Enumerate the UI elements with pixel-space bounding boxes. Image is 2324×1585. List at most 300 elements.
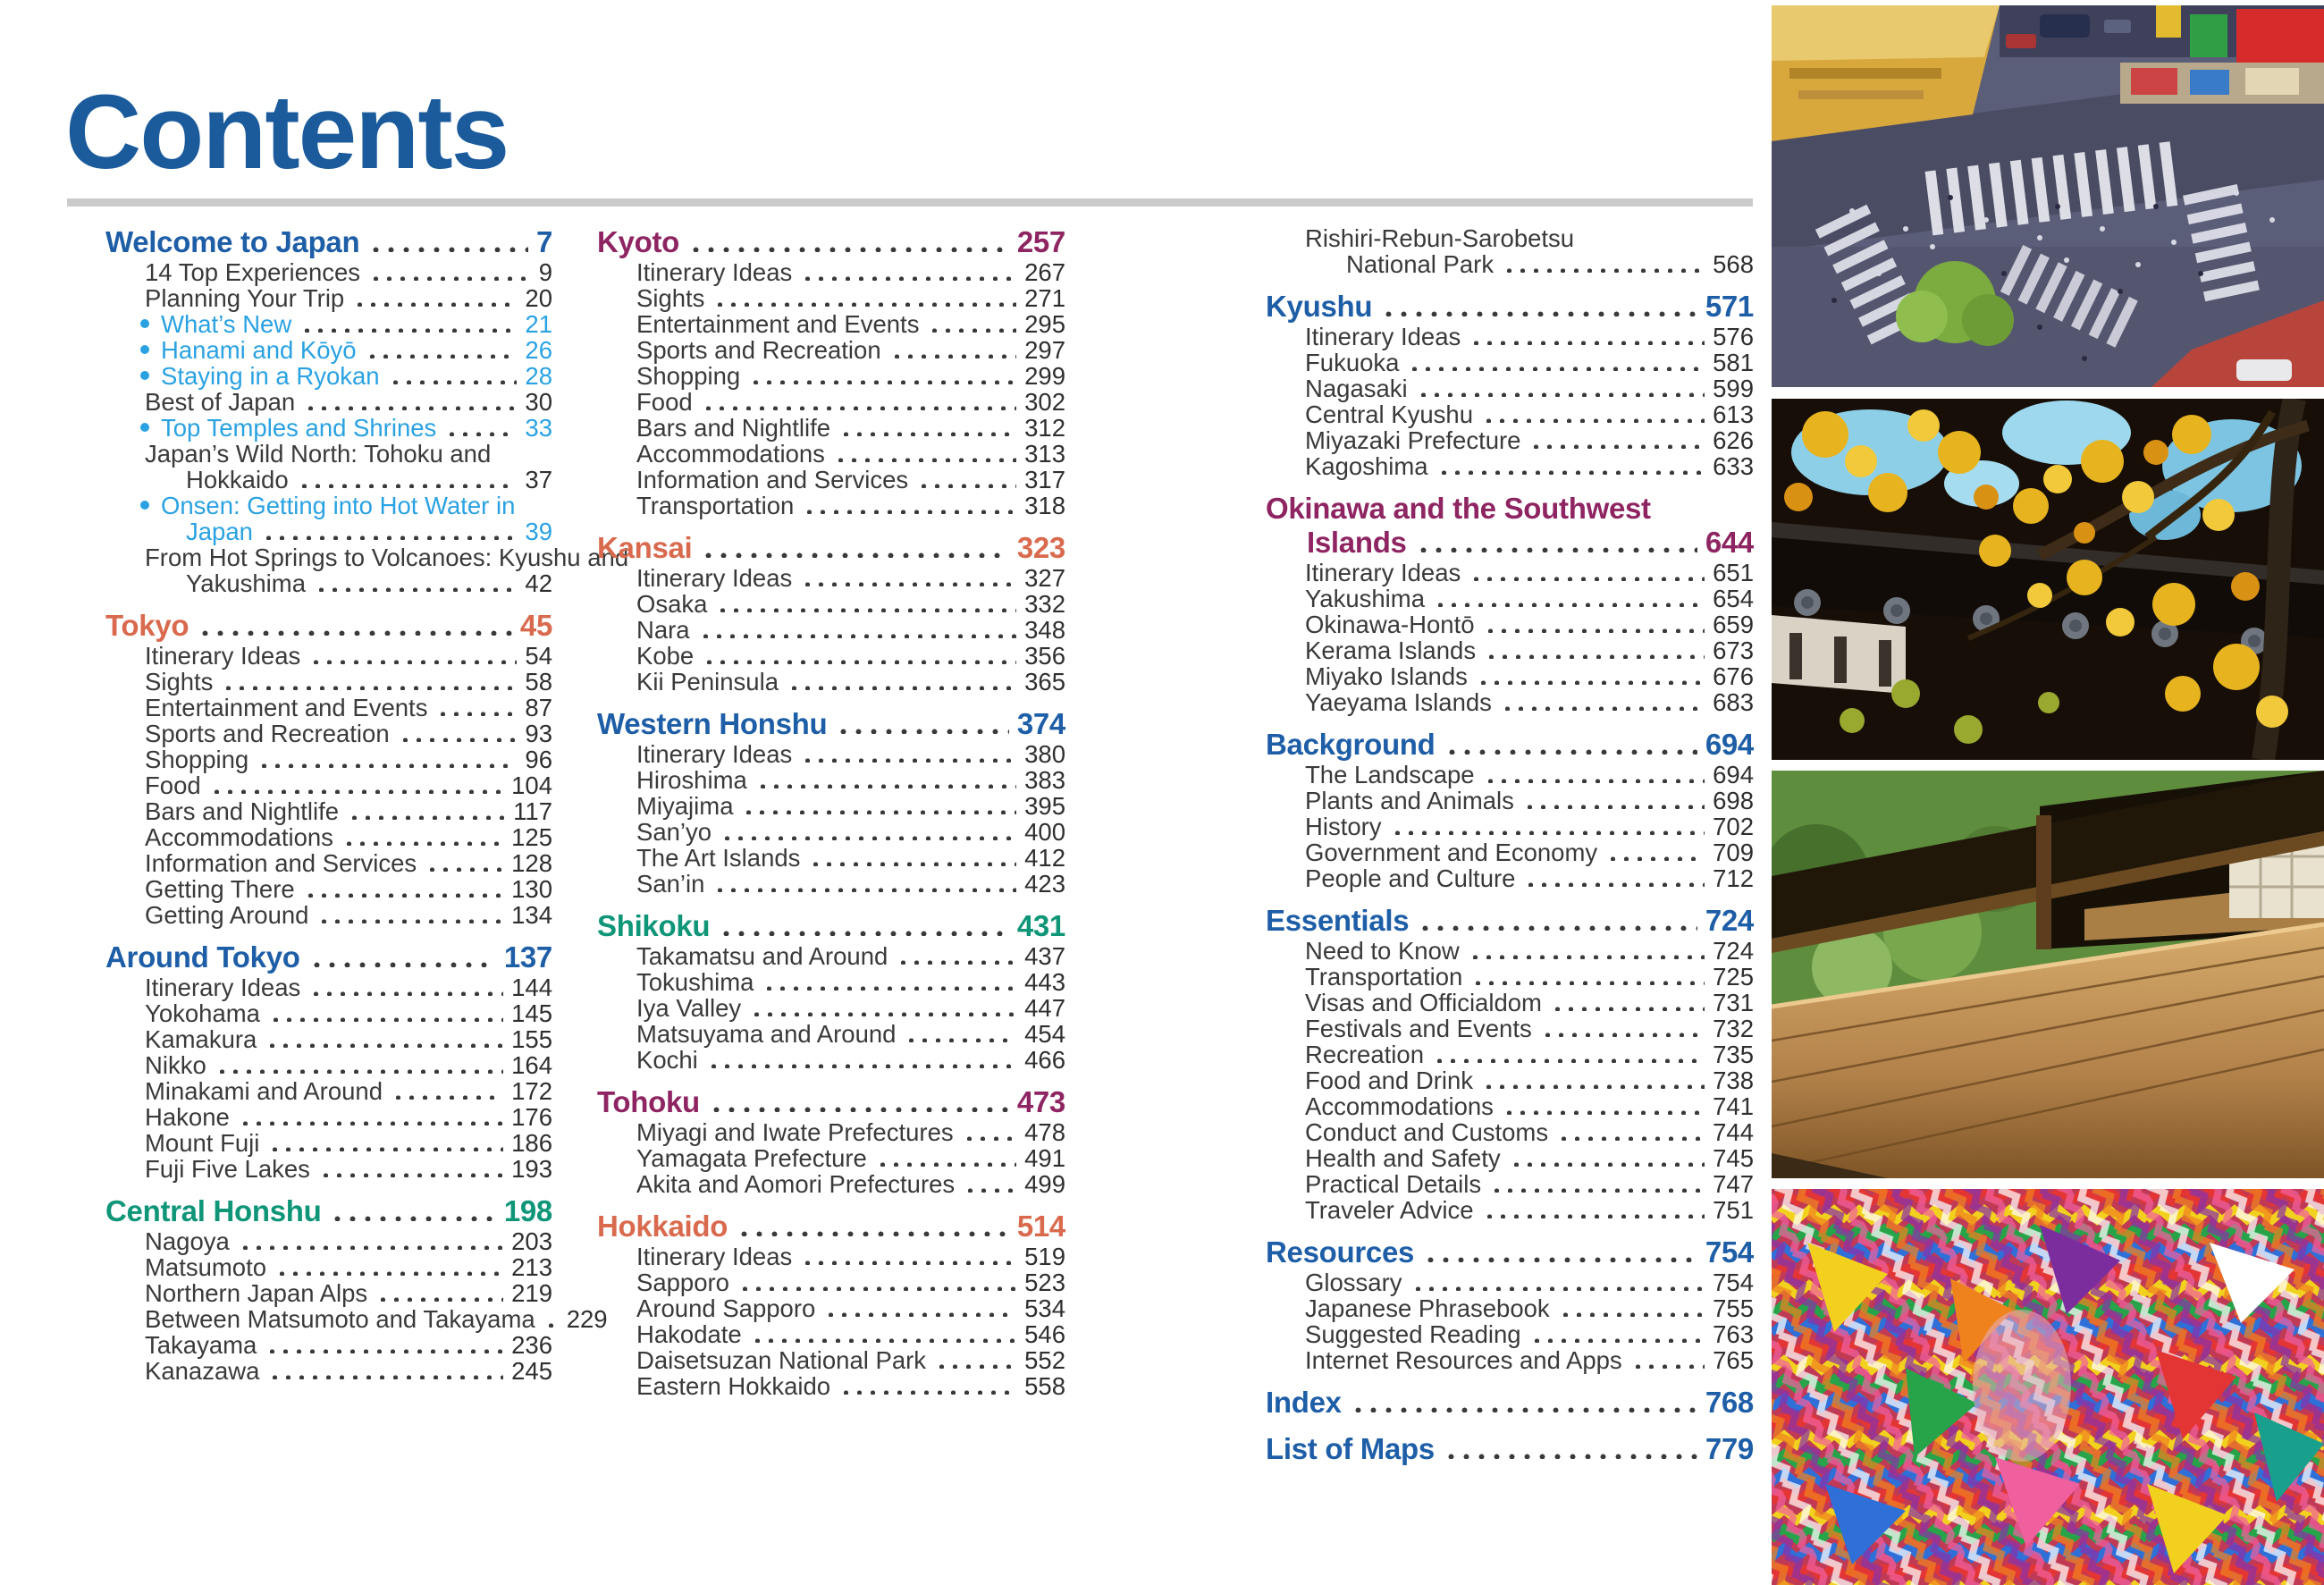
leader-dots <box>307 961 496 967</box>
toc-entry-label: Western Honshu <box>597 707 828 740</box>
toc-page-number: 724 <box>1713 937 1754 965</box>
leader-dots <box>1443 748 1697 755</box>
toc-entry <box>105 467 552 493</box>
toc-entry-label: Kanazawa <box>145 1357 260 1385</box>
toc-entry <box>597 969 1065 995</box>
leader-dots <box>701 659 1016 664</box>
toc-page-number: 96 <box>525 746 552 773</box>
leader-dots <box>351 301 517 307</box>
toc-entry-label: Takamatsu and Around <box>636 942 888 970</box>
toc-page-number: 694 <box>1705 728 1754 761</box>
toc-page-number: 423 <box>1024 870 1065 898</box>
toc-entry-label: Sights <box>636 284 705 312</box>
toc-section-continued <box>1266 225 1754 277</box>
leader-dots <box>302 892 503 898</box>
toc-entry-label: What’s New <box>161 310 292 338</box>
toc-entry <box>105 824 552 850</box>
toc-page-number: 400 <box>1024 818 1065 846</box>
leader-dots <box>1501 1109 1705 1115</box>
toc-entry <box>105 518 552 544</box>
toc-entry-label: Kerama Islands <box>1305 637 1477 664</box>
toc-entry <box>1266 762 1754 788</box>
toc-page-number: 676 <box>1713 662 1754 690</box>
toc-entry <box>105 798 552 824</box>
leader-dots <box>302 405 517 410</box>
toc-entry-label: Nara <box>636 616 690 644</box>
toc-entry-label: Kagoshima <box>1305 452 1428 480</box>
toc-entry-label: Shopping <box>636 362 741 390</box>
toc-entry-label: Onsen: Getting into Hot Water in <box>161 492 516 519</box>
toc-page-number: 673 <box>1713 637 1754 664</box>
toc-page-number: 755 <box>1713 1294 1754 1322</box>
toc-page-number: 709 <box>1713 839 1754 866</box>
toc-section-heading <box>105 609 552 643</box>
toc-page-number: 374 <box>1016 707 1065 740</box>
leader-dots <box>717 930 1009 936</box>
toc-entry <box>1266 1067 1754 1093</box>
toc-section-heading <box>1266 492 1754 526</box>
toc-entry <box>1266 964 1754 990</box>
toc-entry <box>597 1119 1065 1145</box>
toc-entry-label: Itinerary Ideas <box>636 1243 793 1270</box>
toc-entry <box>105 1130 552 1156</box>
leader-dots <box>933 1363 1016 1369</box>
toc-entry <box>597 943 1065 969</box>
toc-entry <box>105 493 552 518</box>
toc-column-1 <box>105 225 629 1385</box>
leader-dots <box>799 1260 1016 1265</box>
toc-page-number: 203 <box>511 1227 552 1255</box>
toc-page-number: 39 <box>525 518 552 545</box>
photo-shibuya-crossing-aerial <box>1772 5 2324 387</box>
toc-entry-label: Central Kyushu <box>1305 400 1474 428</box>
toc-column-3 <box>1266 225 1754 1466</box>
toc-page-number: 735 <box>1713 1041 1754 1068</box>
toc-entry <box>105 389 552 415</box>
toc-page-number: 312 <box>1024 414 1065 442</box>
toc-section <box>1266 1235 1754 1373</box>
toc-entry-label: Yamagata Prefecture <box>636 1144 867 1172</box>
toc-entry <box>597 643 1065 669</box>
toc-entry-label: From Hot Springs to Volcanoes: Kyushu and <box>145 544 629 571</box>
leader-dots <box>807 861 1016 866</box>
toc-page-number: 87 <box>525 694 552 721</box>
toc-page-number: 731 <box>1713 989 1754 1016</box>
toc-page-number: 134 <box>511 901 552 929</box>
toc-page-number: 380 <box>1024 740 1065 768</box>
toc-entry <box>105 1052 552 1078</box>
toc-page-number: 724 <box>1705 904 1754 937</box>
toc-entry-label: Yaeyama Islands <box>1305 688 1492 716</box>
toc-section <box>1266 1386 1754 1420</box>
toc-page-number: 683 <box>1713 688 1754 716</box>
toc-entry-label: Itinerary Ideas <box>636 740 793 768</box>
bullet-icon <box>140 371 149 380</box>
leader-dots <box>714 607 1016 612</box>
toc-entry-label: Around Tokyo <box>105 940 300 974</box>
toc-entry-label: Bars and Nightlife <box>636 414 831 442</box>
leader-dots <box>761 985 1016 991</box>
toc-section <box>105 940 552 1182</box>
toc-page-number: 725 <box>1713 963 1754 991</box>
leader-dots <box>1482 628 1705 633</box>
leader-dots <box>1499 705 1705 711</box>
toc-entry <box>1266 1269 1754 1295</box>
toc-entry <box>1266 814 1754 839</box>
toc-page-number: 125 <box>511 823 552 851</box>
toc-page-number: 28 <box>525 362 552 390</box>
toc-entry <box>105 415 552 441</box>
toc-entry <box>105 695 552 721</box>
leader-dots <box>1379 310 1697 316</box>
toc-entry-label: Nagoya <box>145 1227 230 1255</box>
toc-entry-label: Accommodations <box>636 440 825 468</box>
toc-entry-label: Accommodations <box>145 823 333 851</box>
toc-entry-label: Practical Details <box>1305 1170 1482 1198</box>
toc-entry <box>1266 1093 1754 1119</box>
toc-entry-label: Index <box>1266 1386 1342 1419</box>
leader-dots <box>237 1120 503 1126</box>
toc-entry-label: Sapporo <box>636 1269 729 1296</box>
toc-entry <box>597 1145 1065 1171</box>
toc-entry-label: Miyajima <box>636 792 734 820</box>
leader-dots <box>1468 576 1705 581</box>
toc-section <box>105 609 552 928</box>
toc-section-heading <box>105 1194 552 1228</box>
toc-page-number: 7 <box>535 225 552 258</box>
toc-entry <box>597 767 1065 793</box>
toc-page-number: 443 <box>1024 968 1065 996</box>
toc-page-number: 327 <box>1024 564 1065 592</box>
toc-page-number: 26 <box>525 336 552 364</box>
toc-entry <box>1266 865 1754 891</box>
toc-entry <box>105 1280 552 1306</box>
toc-entry <box>1266 663 1754 689</box>
leader-dots <box>740 809 1016 814</box>
leader-dots <box>712 887 1016 892</box>
toc-entry <box>1266 1145 1754 1171</box>
toc-entry <box>597 1171 1065 1197</box>
leader-dots <box>832 457 1016 462</box>
toc-entry <box>597 1347 1065 1373</box>
toc-entry-label: The Landscape <box>1305 761 1475 788</box>
toc-page-number: 546 <box>1024 1320 1065 1348</box>
toc-entry-label: Osaka <box>636 590 708 618</box>
toc-entry <box>1266 689 1754 715</box>
toc-entry-label: Eastern Hokkaido <box>636 1372 831 1400</box>
toc-page-number: 568 <box>1713 250 1754 278</box>
toc-entry <box>1266 938 1754 964</box>
leader-dots <box>1467 954 1705 959</box>
toc-page-number: 297 <box>1024 336 1065 364</box>
toc-entry-label: Itinerary Ideas <box>1305 559 1461 586</box>
leader-dots <box>443 431 517 436</box>
toc-section <box>597 1085 1065 1197</box>
toc-entry <box>105 721 552 746</box>
toc-page-number: 137 <box>503 940 552 974</box>
leader-dots <box>799 757 1016 763</box>
toc-page-number: 30 <box>525 388 552 416</box>
toc-entry <box>1266 1016 1754 1041</box>
toc-entry <box>105 876 552 902</box>
toc-page-number: 9 <box>538 258 552 286</box>
leader-dots <box>888 353 1016 358</box>
toc-entry <box>1266 453 1754 479</box>
toc-entry-label: People and Culture <box>1305 864 1516 892</box>
leader-dots <box>1528 1337 1705 1343</box>
toc-entry <box>597 591 1065 617</box>
leader-dots <box>220 685 517 690</box>
paper-cranes-illustration <box>1772 1189 2324 1585</box>
toc-entry <box>597 1295 1065 1321</box>
toc-page-number: 732 <box>1713 1015 1754 1042</box>
leader-dots <box>747 379 1016 384</box>
leader-dots <box>266 1374 503 1379</box>
leader-dots <box>1414 546 1697 552</box>
toc-entry-label: Islands <box>1307 526 1407 559</box>
toc-entry <box>1266 1347 1754 1373</box>
toc-page-number: 45 <box>519 609 552 642</box>
leader-dots <box>214 1068 503 1074</box>
leader-dots <box>962 1187 1016 1193</box>
leader-dots <box>346 814 505 820</box>
toc-entry-label: Nagasaki <box>1305 375 1408 402</box>
toc-section <box>1266 290 1754 479</box>
toc-page-number: 155 <box>511 1025 552 1053</box>
toc-entry <box>1266 990 1754 1016</box>
toc-page-number: 747 <box>1713 1170 1754 1198</box>
toc-entry <box>597 415 1065 441</box>
toc-page-number: 198 <box>503 1194 552 1227</box>
page-title: Contents <box>65 73 509 191</box>
toc-page-number: 229 <box>566 1305 608 1333</box>
leader-dots <box>367 275 531 281</box>
toc-page-number: 763 <box>1713 1320 1754 1348</box>
leader-dots <box>328 1215 495 1221</box>
toc-entry-label: Staying in a Ryokan <box>161 362 380 390</box>
toc-entry-label: Hokkaido <box>597 1210 728 1243</box>
leader-dots <box>1468 340 1705 345</box>
toc-entry <box>597 1321 1065 1347</box>
toc-page-number: 473 <box>1016 1085 1065 1118</box>
toc-entry <box>597 565 1065 591</box>
bullet-icon <box>140 501 149 510</box>
leader-dots <box>1508 1161 1705 1167</box>
toc-entry-label: Fukuoka <box>1305 349 1400 376</box>
toc-entry <box>105 1358 552 1384</box>
toc-entry-label: Entertainment and Events <box>145 694 428 721</box>
toc-entry <box>105 1078 552 1104</box>
toc-entry <box>105 902 552 928</box>
toc-entry-label: Itinerary Ideas <box>636 258 793 286</box>
leader-dots <box>699 552 1008 558</box>
toc-page-number: 744 <box>1713 1118 1754 1146</box>
toc-entry-label: Hokkaido <box>186 466 289 493</box>
toc-page-number: 395 <box>1024 792 1065 820</box>
toc-column-2 <box>597 225 1065 1399</box>
toc-entry-label: Internet Resources and Apps <box>1305 1346 1622 1374</box>
toc-entry-label: Kobe <box>636 642 695 670</box>
toc-entry-label: 14 Top Experiences <box>145 258 361 286</box>
toc-page-number: 219 <box>511 1279 552 1307</box>
leader-dots <box>799 581 1016 586</box>
toc-entry-label: Hakodate <box>636 1320 742 1348</box>
toc-entry-label: Need to Know <box>1305 937 1460 965</box>
toc-entry-label: List of Maps <box>1266 1432 1435 1465</box>
toc-page-number: 186 <box>511 1129 552 1157</box>
leader-dots <box>208 788 503 794</box>
leader-dots <box>1421 1256 1697 1262</box>
leader-dots <box>799 275 1016 281</box>
toc-section <box>1266 492 1754 715</box>
toc-entry-label: Itinerary Ideas <box>145 974 301 1001</box>
toc-page-number: 754 <box>1713 1269 1754 1296</box>
toc-entry-label: San’yo <box>636 818 712 846</box>
leader-dots <box>316 918 503 923</box>
autumn-maple-illustration <box>1772 399 2324 760</box>
leader-dots <box>397 737 518 742</box>
toc-entry-label: Information and Services <box>145 849 417 877</box>
toc-entry <box>105 441 552 467</box>
toc-page-number: 356 <box>1024 642 1065 670</box>
toc-entry <box>105 1254 552 1280</box>
toc-entry <box>105 1156 552 1182</box>
leader-dots <box>1482 778 1705 783</box>
toc-page-number: 332 <box>1024 590 1065 618</box>
toc-entry-label: Kii Peninsula <box>636 668 779 696</box>
toc-page-number: 738 <box>1713 1067 1754 1094</box>
toc-entry-label: Visas and Officialdom <box>1305 989 1542 1016</box>
toc-page-number: 491 <box>1024 1144 1065 1172</box>
toc-entry <box>1266 1041 1754 1067</box>
toc-page-number: 741 <box>1713 1092 1754 1120</box>
leader-dots <box>700 405 1016 410</box>
leader-dots <box>267 1016 503 1022</box>
toc-entry-label: Festivals and Events <box>1305 1015 1532 1042</box>
toc-page-number: 466 <box>1024 1046 1065 1074</box>
toc-entry <box>597 311 1065 337</box>
toc-page-number: 318 <box>1024 492 1065 519</box>
toc-entry-label: Top Temples and Shrines <box>161 414 437 442</box>
toc-page-number: 447 <box>1024 994 1065 1022</box>
toc-page-number: 302 <box>1024 388 1065 416</box>
leader-dots <box>838 431 1016 436</box>
leader-dots <box>749 1337 1016 1343</box>
toc-entry <box>597 1373 1065 1399</box>
toc-entry-label: Miyagi and Iwate Prefectures <box>636 1118 954 1146</box>
leader-dots <box>1522 881 1705 887</box>
toc-entry-label: Planning Your Trip <box>145 284 345 312</box>
toc-page-number: 626 <box>1713 426 1754 454</box>
toc-entry-label: Best of Japan <box>145 388 296 416</box>
toc-entry-label: Miyazaki Prefecture <box>1305 426 1521 454</box>
toc-page-number: 144 <box>511 974 552 1001</box>
toc-entry-label: Traveler Advice <box>1305 1196 1474 1224</box>
toc-entry <box>597 1047 1065 1073</box>
toc-section <box>597 225 1065 518</box>
toc-entry <box>105 974 552 1000</box>
leader-dots <box>387 379 518 384</box>
toc-section-heading <box>105 940 552 974</box>
toc-entry <box>105 311 552 337</box>
toc-entry-label: Rishiri-Rebun-Sarobetsu <box>1305 224 1575 252</box>
toc-entry-label: Bars and Nightlife <box>145 797 340 825</box>
toc-entry <box>1266 637 1754 663</box>
photo-origami-paper-cranes <box>1772 1189 2324 1585</box>
toc-entry-label: Iya Valley <box>636 994 742 1022</box>
toc-page-number: 519 <box>1024 1243 1065 1270</box>
toc-page-number: 383 <box>1024 766 1065 794</box>
toc-entry-label: Mount Fuji <box>145 1129 260 1157</box>
toc-entry-label: Matsumoto <box>145 1253 267 1281</box>
toc-section-heading <box>597 531 1065 565</box>
toc-entry-label: Japan <box>186 518 253 545</box>
leader-dots <box>237 1244 503 1250</box>
toc-page-number: 42 <box>525 569 552 597</box>
bullet-icon <box>140 319 149 328</box>
leader-dots <box>1416 924 1697 931</box>
leader-dots <box>1432 602 1705 607</box>
toc-entry <box>597 441 1065 467</box>
toc-entry-label: Information and Services <box>636 466 909 493</box>
toc-page-number: 104 <box>511 771 552 799</box>
toc-entry <box>597 995 1065 1021</box>
leader-dots <box>697 633 1017 638</box>
toc-entry <box>105 850 552 876</box>
toc-entry-label: Yakushima <box>186 569 306 597</box>
toc-entry <box>1266 251 1754 277</box>
toc-entry-label: Akita and Aomori Prefectures <box>636 1170 956 1198</box>
toc-entry <box>105 643 552 669</box>
leader-dots <box>834 728 1008 734</box>
leader-dots <box>748 1011 1016 1016</box>
toc-entry <box>1266 1295 1754 1321</box>
toc-entry <box>105 1332 552 1358</box>
toc-entry <box>597 259 1065 285</box>
toc-page-number: 431 <box>1016 909 1065 942</box>
title-divider-rule <box>67 198 1753 207</box>
toc-entry <box>1266 225 1754 251</box>
leader-dots <box>364 353 518 358</box>
toc-page-number: 58 <box>525 668 552 696</box>
toc-page-number: 145 <box>511 999 552 1027</box>
toc-entry <box>597 871 1065 897</box>
leader-dots <box>260 535 517 540</box>
toc-page-number: 317 <box>1024 466 1065 493</box>
toc-page-number: 751 <box>1713 1196 1754 1224</box>
leader-dots <box>299 327 517 333</box>
toc-page-number: 437 <box>1024 942 1065 970</box>
leader-dots <box>264 1042 503 1048</box>
toc-page-number: 295 <box>1024 310 1065 338</box>
leader-dots <box>390 1094 503 1100</box>
toc-entry-label: Kyoto <box>597 225 679 258</box>
toc-entry-label: Glossary <box>1305 1269 1402 1296</box>
photo-teahouse-veranda-garden <box>1772 771 2324 1178</box>
toc-entry <box>1266 1171 1754 1197</box>
toc-entry <box>1266 839 1754 865</box>
toc-entry-label: Food <box>145 771 201 799</box>
toc-page-number: 633 <box>1713 452 1754 480</box>
leader-dots <box>735 1230 1009 1236</box>
toc-entry-label: Plants and Animals <box>1305 787 1514 814</box>
toc-section-heading <box>1266 1432 1754 1466</box>
toc-entry <box>597 845 1065 871</box>
toc-entry <box>597 741 1065 767</box>
toc-entry-label: National Park <box>1346 250 1495 278</box>
toc-entry-label: Getting There <box>145 875 295 903</box>
toc-page-number: 454 <box>1024 1020 1065 1048</box>
